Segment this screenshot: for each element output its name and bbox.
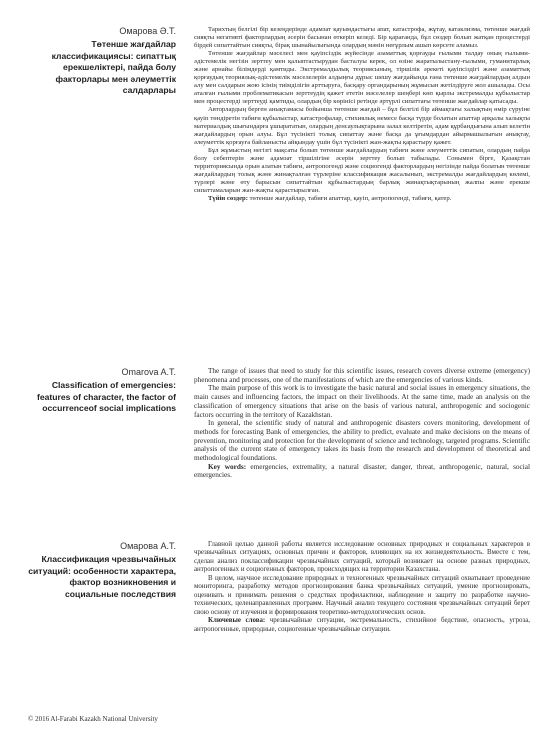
abstract-title: Classification of emergencies: features of character, the factor of occurrenceof social implications [37, 380, 176, 414]
author-name: Омарова А.Т. [120, 541, 176, 551]
abstract-paragraph: Бұл жұмыстың негізгі мақсаты болып төтенше жағдайлардың табиғи және әлеуметтік сипатын, олардың пайда болу себептерін және адамзат тіршілігіне әсерін зерттеу болып табылады. Сонымен бірге, Қазақстан территориясында орын алатын табиғи, антропогенді және социогенді факторлардың негізінде пайда болатын төтенше жағдайлардың толық және жинақталған түрлеріне классификация жасалынып, экстремалды жағдайлардың көлемі, түрлері және өту барысын сипаттайтын құбылыстардың барлық жинақтықтарының жалпы және ерекше сипаттамаларын жан-жақты қарастырылған. [194, 146, 530, 194]
author-name: Omarova A.T. [121, 367, 176, 377]
keywords-label: Key words: [208, 462, 247, 471]
keywords [194, 463, 530, 480]
abstract-english [0, 367, 552, 532]
abstract-paragraph: В целом, научное исследование природных и техногенных чрезвычайных ситуаций охватывает проведение мониторинга, разработку методов прогнозирования банка чрезвычайных ситуаций, умение прогнозировать, оценивать и принимать решения о средствах профилактики, наблюдение и защиту по разработке научно-технических, целенаправленных программ. Научный анализ текущего состояния чрезвычайных ситуаций берет свою основу от изучения и формирования теоретико-методологических основ. [194, 574, 530, 616]
page-footer-copyright: © 2016 Al-Farabi Kazakh National University [28, 715, 158, 723]
abstract-body [194, 367, 530, 480]
keywords-text: төтенше жағдайлар, табиғи апаттар, қауіп, антропогенді, табиғи, қатер. [249, 194, 452, 202]
keywords [194, 195, 530, 203]
abstract-body [194, 541, 530, 634]
keywords-text: emergencies, extremality, a natural disaster, danger, threat, anthropogenic, natural, social emergencies. [194, 462, 530, 480]
abstract-kazakh [0, 26, 552, 351]
keywords [194, 617, 530, 634]
abstract-body [194, 26, 530, 203]
abstract-russian-heading [28, 541, 176, 600]
abstract-paragraph: Главной целью данной работы является исследование основных природных и социальных характеров в чрезвычайных ситуациях, основных причин и факторов, влияющих на их жизнедеятельность. Вместе с тем, сделан анализ покласcификации чрезвычайных ситуаций, который возникает на основе разных природных, антропогенных и социогенных факторов, происходящих на территории Казахстана. [194, 541, 530, 574]
abstract-paragraph: The main purpose of this work is to investigate the basic natural and social issues in emergency situations, the main causes and influencing factors, the impact on their livelihoods. At the same time, made an analysis on the classification of emergency situations that arise on the basis of various natural, anthropogenic and sociogenic factors occurring in the territory of Kazakhstan. [194, 384, 530, 419]
abstract-paragraph: Төтенше жағдайлар мәселесі мен қауіпсіздік жүйесінде азаматтық қорғауды ғылыми талдау оның ғылыми-әдістемелік негізін зерттеу мен қалыптастырудан басталуы керек, ол өзіне жаратылыстану-ғылыми, гуманитарлық және арнайы білімдерді қамтиды. Экстремалдылық теориясының, тіршілік әрекеті қауіпсіздігі және азаматтық қорғаудың теориялық-әдістемелік мәселелерін алдыңғы дұрыс шешу жағдайында ғана төтенше жағдайлардың алдын алу мен салдарын жою ісінің тиімділігін арттыруға, басқару органдарының жұмысын жетілдіруге жол ашылады. Осы аталған ғылыми проблематикасын зерттеудің қажет ететін мәселелер шеңбері көп қырлы экстремалды құбылыстар мен процестерді зерттеуді қамтиды, олардың бір көрінісі ретінде әртүрлі сипаттағы төтенше жағдайлар қатысады. [194, 50, 530, 106]
abstract-title: Төтенше жағдайлар классификациясы: сипаттық ерекшеліктері, пайда болу факторлары мен әлеуметтік салдарлары [51, 39, 176, 96]
keywords-text: чрезвычайные ситуации, экстремальность, стихийное бедствие, опасность, угроза, антропогенные, природные, социогенные чрезвычайные ситуации. [194, 617, 530, 633]
author-name: Омарова Ә.Т. [119, 26, 176, 36]
keywords-label: Түйін сөздер: [208, 194, 248, 202]
abstract-paragraph: The range of issues that need to study for this scientific issues, research covers diverse extreme (emergency) phenomena and processes, one of the manifestations of which are the emergencies of various kinds. [194, 367, 530, 384]
abstract-paragraph: Тарихтың белгілі бір кезеңдерінде адамзат қауымдастығы апат, катастрофа, жұтау, катаклизма, төтенше жағдай сияқты негативті факторлардың әсерін басынан өткеріп келеді. Бір қарағанда, бұл сөздер болып жатқан процестерді бірдей сипаттайтын сияқты, бірақ шынайылығында олардың мәнін неғұрлым ашып көрсете аламыз. [194, 26, 530, 50]
abstract-kazakh-heading [28, 26, 176, 97]
abstract-paragraph: Авторлардың берген анықтамасы бойынша төтенше жағдай – бұл белгілі бір аймақтағы халықтың өмір сүруіне қауіп төндіретін табиғи құбылыстар, катастрофалар, стихиялық немесе басқа түрде болатын апаттар арқылы халықты материалдық шығындарға ұшырататын, олардың денсаулықтарына залал келтіретін, адам құрбандығына алып келетін жағдайлардың орын алуы. Бұл түсінікті толық сипаттау және басқа да ұғымдардан айырмашылығын анықтау, әлеуметтік қорғауға байланысты айқындау үшін бұл түсінікті жан-жақты қарастыру қажет. [194, 106, 530, 146]
keywords-label: Ключевые слова: [208, 617, 266, 625]
abstract-title: Классификация чрезвычайных ситуаций: особенности характера, фактор возникновения и социальные последствия [28, 554, 176, 599]
abstract-russian [0, 541, 552, 711]
abstract-paragraph: In general, the scientific study of natural and anthropogenic disasters covers monitoring, development of methods for forecasting Bank of emergencies, the ability to predict, evaluate and make decisions on the means of prevention, monitoring and protection for the development of science and technology, targeted programs. Scientific analysis of the current state of emergency takes its basis from the research and development of theoretical and methodological foundations. [194, 419, 530, 463]
abstract-english-heading [28, 367, 176, 415]
